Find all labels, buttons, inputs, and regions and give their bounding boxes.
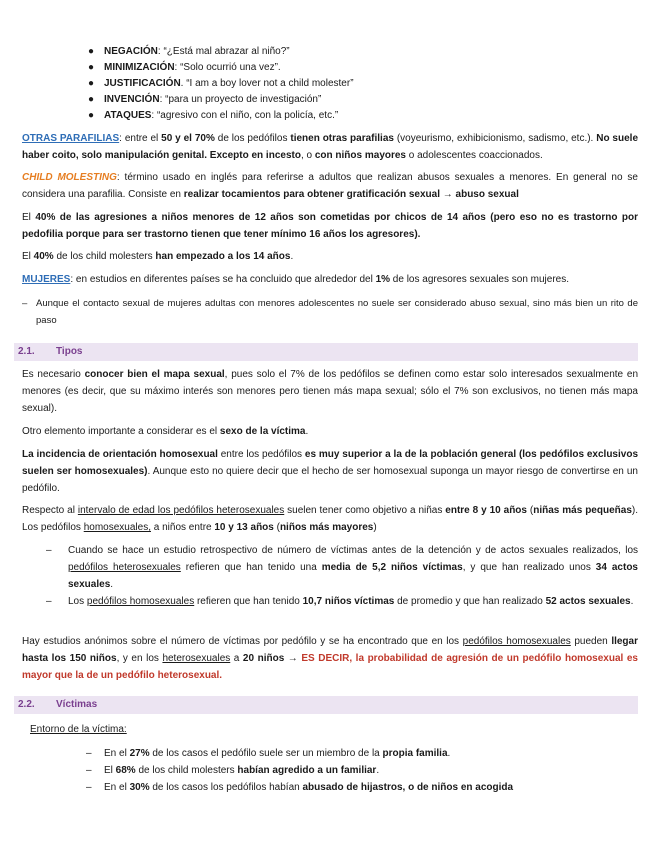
bullet-icon: ●	[88, 62, 95, 73]
text-run: de los agresores sexuales son mujeres.	[390, 274, 570, 285]
text-run: )	[373, 522, 377, 533]
list-item	[46, 542, 638, 593]
text-run: de los casos el pedófilo suele ser un miembro de la	[149, 748, 383, 759]
text-run: .	[376, 765, 380, 776]
text-run: : “Solo ocurrió una vez”.	[174, 62, 281, 73]
entorno-heading: Entorno de la víctima:	[30, 724, 127, 735]
text-run: : entre el	[119, 133, 162, 144]
text-run: Tipos	[56, 346, 83, 357]
text-run: a	[230, 653, 243, 664]
text-run: 10 y 13 años	[214, 522, 274, 533]
text-run: (voyeurismo, exhibicionismo, sadismo, etc.).	[393, 133, 597, 144]
text-run: : “agresivo con el niño, con la policía, etc.”	[151, 110, 339, 121]
bullet-icon: ●	[88, 46, 95, 57]
text-run: , o	[300, 150, 315, 161]
section-heading-tipos	[14, 343, 638, 361]
text-run: tienen otras parafilias	[290, 133, 394, 144]
text-run: Cuando se hace un estudio retrospectivo de número de víctimas antes de la detención y de actos sexuales realizados, los	[68, 545, 638, 556]
text-run: .	[110, 579, 114, 590]
text-run: , pues solo el 7% de los pedófilos se definen como estar solo interesados sexualmente en menores (es decir, que su máximo interés son menores pero tienen más mapa sexual; sólo el 7% son exclusivos, no tienen más mapa sexual).	[22, 369, 639, 414]
text-run: con niños mayores	[314, 150, 406, 161]
text-run: , y en los	[116, 653, 163, 664]
text-run: pedófilos homosexuales	[86, 596, 195, 607]
text-run: La incidencia de orientación homosexual	[22, 449, 218, 460]
text-run: han empezado a los 14 años	[155, 251, 291, 262]
bullet-icon: ●	[88, 94, 95, 105]
list-item	[22, 295, 638, 329]
text-run: Aunque el contacto sexual de mujeres adultas con menores adolescentes no suele ser considerado abuso sexual, sino más bien un rito de paso	[36, 298, 638, 326]
text-run: habían agredido a un familiar	[237, 765, 377, 776]
text-run: El	[22, 212, 36, 223]
list-item	[46, 593, 638, 610]
retrospective-list	[46, 542, 638, 610]
section-heading-victimas	[14, 696, 638, 714]
text-run: –	[46, 545, 52, 556]
text-run: Otro elemento importante a considerar es el	[22, 426, 220, 437]
text-run: , y que han realizado unos	[462, 562, 596, 573]
text-run: 1%	[375, 274, 391, 285]
text-run: conocer bien el mapa sexual	[84, 369, 225, 380]
text-run: –	[86, 748, 92, 759]
text-run: –	[22, 298, 28, 309]
text-run: INVENCIÓN	[104, 94, 160, 105]
forty-percent-paragraph	[22, 209, 638, 243]
bullet-icon: ●	[88, 78, 95, 89]
mujeres-paragraph	[22, 271, 638, 288]
text-run: pedófilos heterosexuales	[68, 562, 181, 573]
text-run: de los casos los pedófilos habían	[149, 782, 303, 793]
text-run: OTRAS PARAFILIAS	[22, 133, 120, 144]
text-run: Los	[68, 596, 87, 607]
text-run: a niños entre	[150, 522, 215, 533]
text-run: En el	[104, 782, 130, 793]
list-item	[86, 762, 626, 779]
text-run: : en estudios en diferentes países se ha concluido que alrededor del	[70, 274, 376, 285]
text-run: 34 actos sexuales	[68, 562, 638, 590]
list-item	[88, 108, 608, 124]
text-run: niños más mayores	[279, 522, 374, 533]
text-run: –	[46, 596, 52, 607]
text-run: 40% de las agresiones a niños menores de 12 años son cometidas por chicos de 14 años (pero eso no es trastorno por pedofilia porque para ser trastorno tienen que tener mínimo 16 años los agresores).	[22, 212, 638, 240]
text-run: llegar hasta los 150 niños	[22, 636, 638, 664]
text-run: ). Los pedófilos	[22, 505, 638, 533]
text-run: Es necesario	[22, 369, 85, 380]
mapa-sexual-paragraph	[22, 366, 638, 417]
text-run: 10,7 niños víctimas	[302, 596, 395, 607]
text-run: No suele haber coito, solo manipulación genital. Excepto en incesto	[22, 133, 639, 161]
text-run: : “¿Está mal abrazar al niño?”	[157, 46, 290, 57]
incidencia-paragraph	[22, 446, 638, 497]
list-item	[88, 60, 608, 76]
text-run: es muy superior a la de la población general (los pedófilos exclusivos suelen ser homosexuales)	[22, 449, 639, 477]
text-run: Respecto al	[22, 505, 78, 516]
sexo-victima-paragraph	[22, 423, 638, 440]
text-run: de promedio y que han realizado	[394, 596, 546, 607]
text-run: : “para un proyecto de investigación”	[159, 94, 322, 105]
text-run: refieren que han tenido	[194, 596, 303, 607]
text-run: 68%	[115, 765, 136, 776]
text-run: propia familia	[382, 748, 448, 759]
text-run: entre 8 y 10 años	[445, 505, 527, 516]
text-run: 50 y el 70%	[161, 133, 215, 144]
list-item	[88, 92, 608, 108]
text-run: . “I am a boy lover not a child molester”	[180, 78, 354, 89]
defense-mechanisms-list	[88, 44, 608, 124]
text-run: Víctimas	[56, 699, 98, 710]
estudios-anonimos-paragraph	[22, 633, 638, 684]
text-run: refieren que han tenido una	[180, 562, 322, 573]
text-run: (	[273, 522, 280, 533]
text-run: CHILD MOLESTING	[22, 172, 117, 183]
text-run: 2.2.	[18, 699, 35, 710]
otras-parafilias-paragraph	[22, 130, 638, 164]
text-run: ATAQUES	[104, 110, 152, 121]
text-run: MUJERES	[22, 274, 71, 285]
text-run: realizar tocamientos para obtener gratificación sexual → abuso sexual	[183, 189, 519, 200]
text-run: ES DECIR, la probabilidad de agresión de un pedófilo homosexual es mayor que la de un pedófilo heterosexual.	[22, 653, 638, 681]
text-run: pedófilos homosexuales	[462, 636, 571, 647]
text-run: 20 niños	[242, 653, 285, 664]
text-run: →	[284, 653, 302, 664]
text-run: : término usado en inglés para referirse a adultos que realizan abusos sexuales a menores. En general no se considera una parafilia. Consiste en	[22, 172, 638, 200]
text-run: –	[86, 782, 92, 793]
list-item	[88, 76, 608, 92]
text-run: sexo de la víctima	[219, 426, 306, 437]
text-run: En el	[104, 748, 130, 759]
text-run: JUSTIFICACIÓN	[104, 78, 181, 89]
intervalo-edad-paragraph	[22, 502, 638, 536]
text-run: 40%	[33, 251, 54, 262]
list-item	[86, 779, 626, 796]
text-run: . Aunque esto no quiere decir que el hecho de ser homosexual suponga un mayor riesgo de convertirse en un pedófilo.	[22, 466, 638, 494]
text-run: NEGACIÓN	[104, 46, 158, 57]
text-run: suelen tener como objetivo a niñas	[284, 505, 446, 516]
text-run: Hay estudios anónimos sobre el número de víctimas por pedófilo y se ha encontrado que en los	[22, 636, 463, 647]
text-run: abusado de hijastros, o de niños en acogida	[302, 782, 514, 793]
text-run: homosexuales,	[83, 522, 151, 533]
text-run: .	[630, 596, 634, 607]
text-run: heterosexuales	[162, 653, 231, 664]
text-run: 30%	[129, 782, 150, 793]
text-run: El	[104, 765, 116, 776]
text-run: 2.1.	[18, 346, 35, 357]
text-run: (	[526, 505, 534, 516]
text-run: entre los pedófilos	[217, 449, 305, 460]
list-item	[88, 44, 608, 60]
text-run: .	[305, 426, 309, 437]
text-run: MINIMIZACIÓN	[104, 62, 175, 73]
text-run: .	[447, 748, 451, 759]
bullet-icon: ●	[88, 110, 95, 121]
text-run: o adolescentes coaccionados.	[406, 150, 543, 161]
list-item	[86, 745, 626, 762]
child-molesting-paragraph	[22, 169, 638, 203]
mujeres-note	[22, 295, 638, 329]
text-run: niñas más pequeñas	[533, 505, 632, 516]
text-run: media de 5,2 niños víctimas	[321, 562, 463, 573]
text-run: de los pedófilos	[214, 133, 291, 144]
text-run: intervalo de edad los pedófilos heterosexuales	[77, 505, 285, 516]
text-run: 52 actos sexuales	[545, 596, 631, 607]
text-run: –	[86, 765, 92, 776]
text-run: .	[290, 251, 294, 262]
text-run: pueden	[570, 636, 612, 647]
text-run: de los child molesters	[135, 765, 238, 776]
text-run: El	[22, 251, 34, 262]
text-run: 27%	[129, 748, 150, 759]
entorno-list	[86, 745, 626, 796]
child-molesters-paragraph	[22, 248, 638, 265]
text-run: de los child molesters	[53, 251, 156, 262]
